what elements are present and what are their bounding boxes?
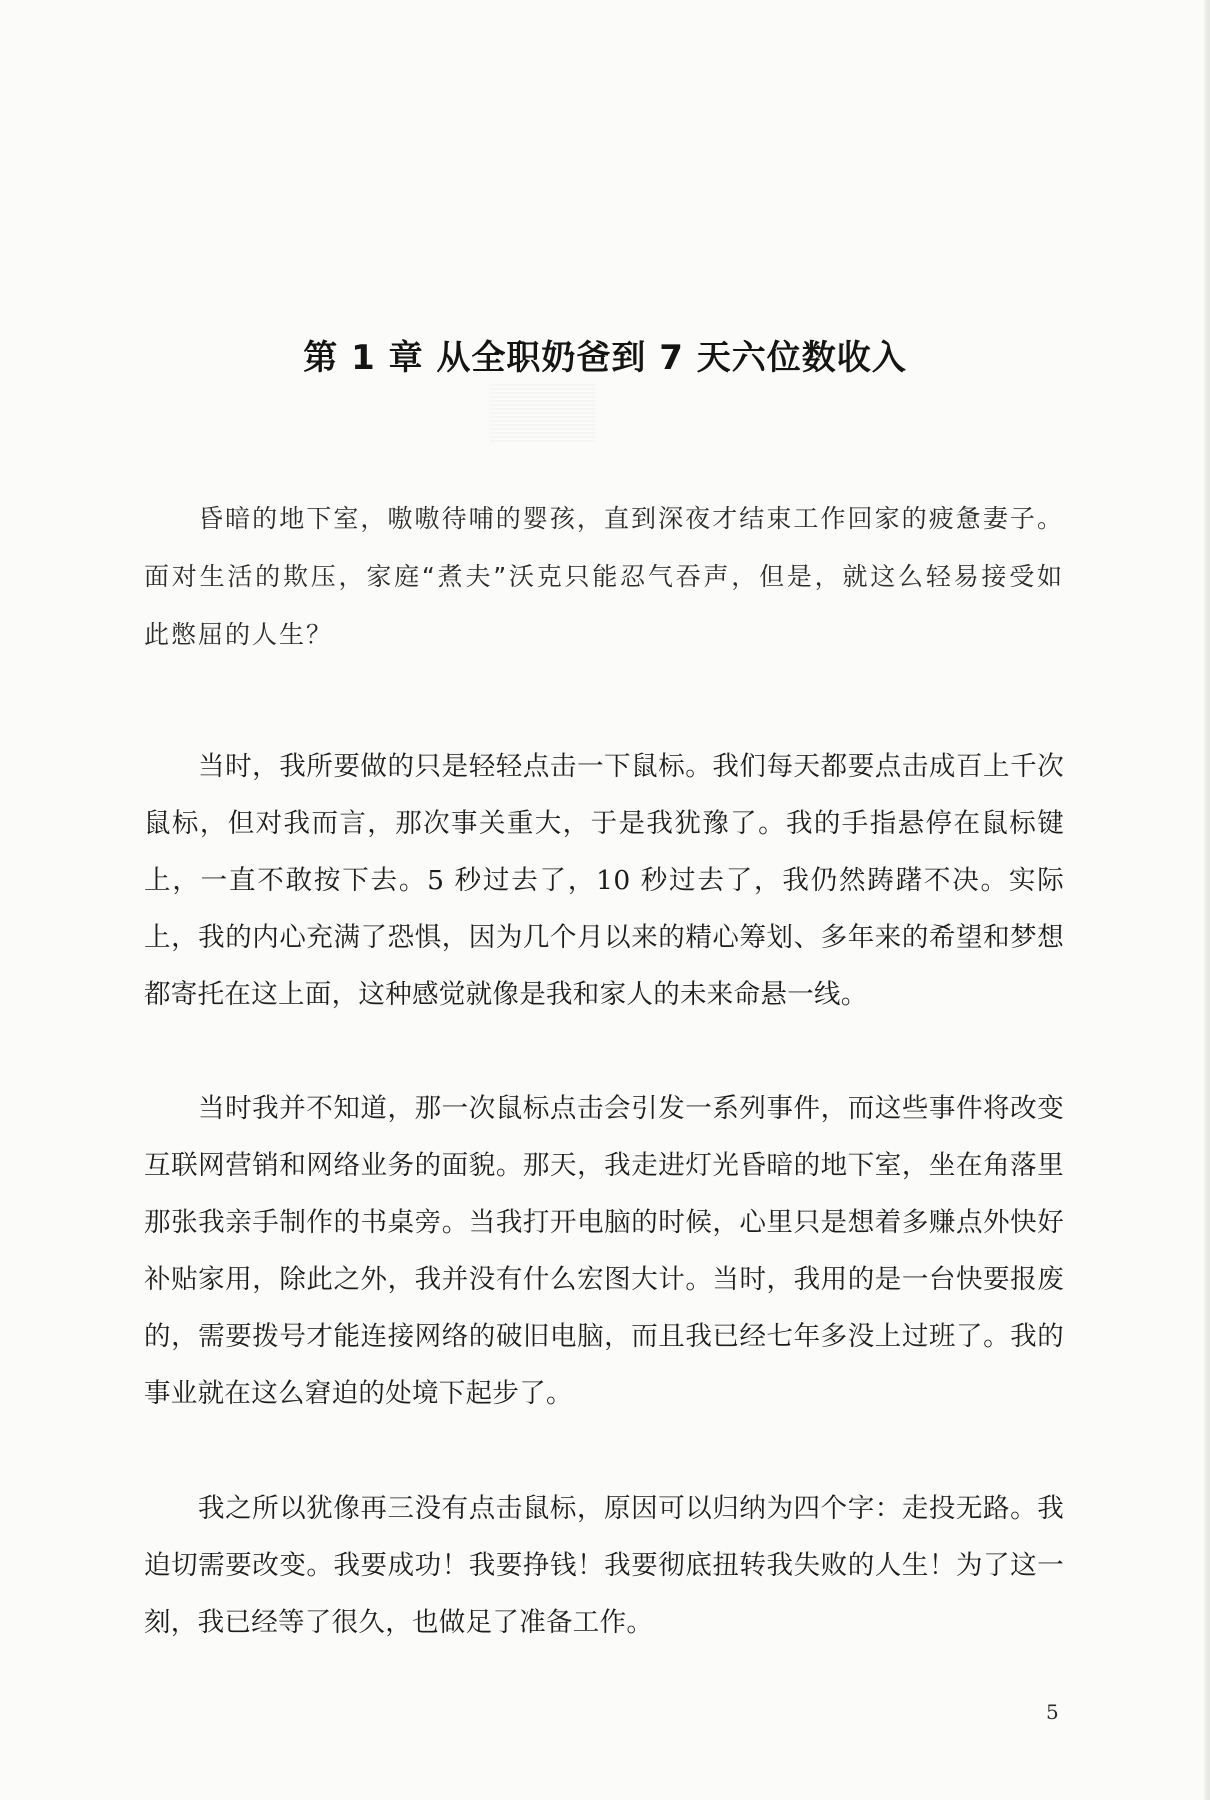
- page-number: 5: [1046, 1700, 1059, 1724]
- body-paragraph-1: 当时，我所要做的只是轻轻点击一下鼠标。我们每天都要点击成百上千次鼠标，但对我而言，那次事关重大，于是我犹豫了。我的手指悬停在鼠标键上，一直不敢按下去。5 秒过去了，10 秒过去了，我仍然踌躇不决。实际上，我的内心充满了恐惧，因为几个月以来的精心筹划、多年来的希望和梦想都寄托在这上面，这种感觉就像是我和家人的未来命悬一线。: [144, 751, 1064, 1010]
- body-paragraph-3: 我之所以犹像再三没有点击鼠标，原因可以归纳为四个字：走投无路。我迫切需要改变。我要成功！我要挣钱！我要彻底扭转我失败的人生！为了这一刻，我已经等了很久，也做足了准备工作。: [144, 1493, 1064, 1638]
- body-paragraph-2: 当时我并不知道，那一次鼠标点击会引发一系列事件，而这些事件将改变互联网营销和网络业务的面貌。那天，我走进灯光昏暗的地下室，坐在角落里那张我亲手制作的书桌旁。当我打开电脑的时候，心里只是想着多赚点外快好补贴家用，除此之外，我并没有什么宏图大计。当时，我用的是一台快要报废的，需要拨号才能连接网络的破旧电脑，而且我已经七年多没上过班了。我的事业就在这么窘迫的处境下起步了。: [144, 1093, 1064, 1409]
- scan-smudge: [490, 382, 595, 442]
- page-edge-shadow: [1204, 0, 1210, 1800]
- chapter-title: 第 1 章 从全职奶爸到 7 天六位数收入: [303, 338, 907, 378]
- chapter-intro: 昏暗的地下室，嗷嗷待哺的婴孩，直到深夜才结束工作回家的疲惫妻子。面对生活的欺压，家庭“煮夫”沃克只能忍气吞声，但是，就这么轻易接受如此憋屈的人生？: [144, 504, 1064, 649]
